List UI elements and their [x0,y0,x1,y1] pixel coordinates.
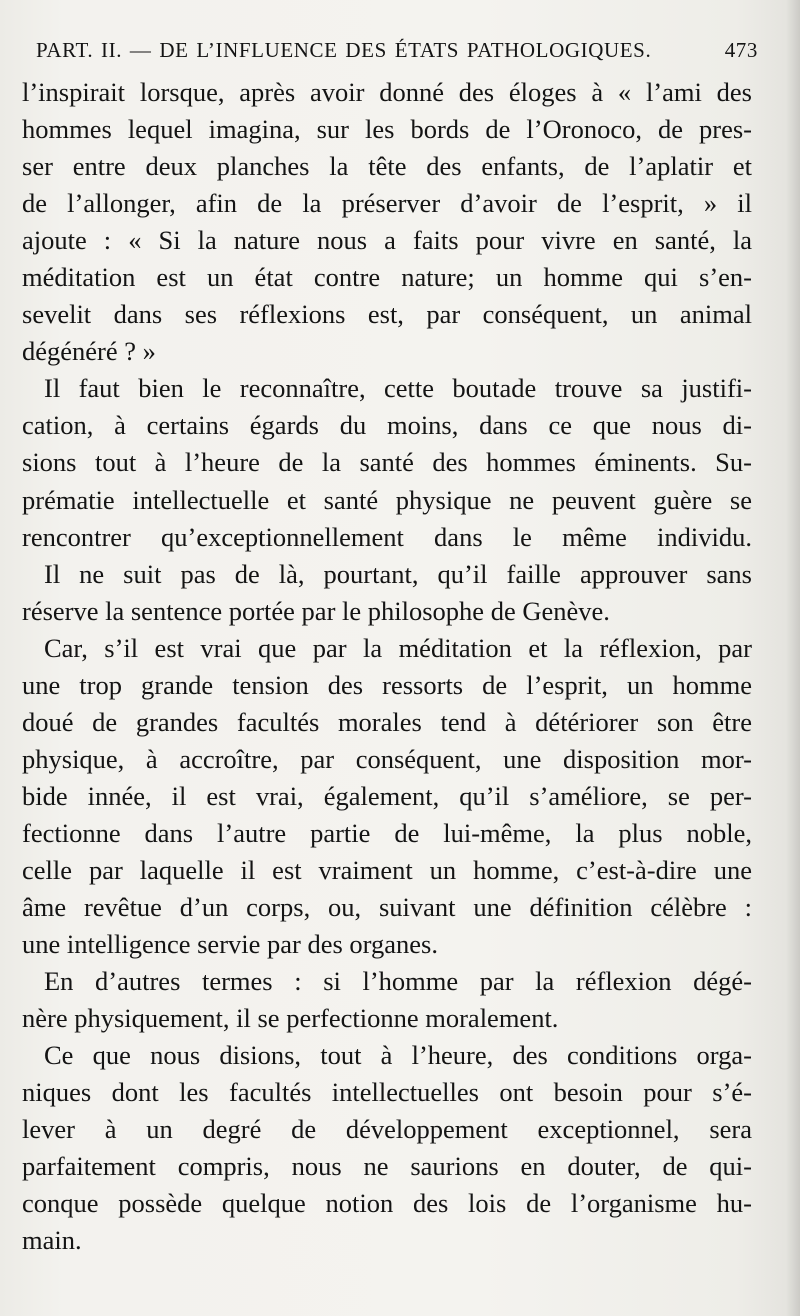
text-line: nère physiquement, il se perfectionne moralement. [22,1003,559,1034]
text-line: conque possède quelque notion des lois de l’organisme hu- [22,1188,752,1219]
text-line: main. [22,1225,82,1256]
text-line: fectionne dans l’autre partie de lui-même, la plus noble, [22,817,752,848]
text-line: cation, à certains égards du moins, dans ce que nous di- [22,410,752,441]
text-line: réserve la sentence portée par le philosophe de Genève. [22,595,610,626]
text-line: rencontrer qu’exceptionnellement dans le même individu. [22,521,752,552]
text-line: ajoute : « Si la nature nous a faits pour vivre en santé, la [22,225,752,256]
text-line: doué de grandes facultés morales tend à détériorer son être [22,706,752,737]
text-line: Il faut bien le reconnaître, cette boutade trouve sa justifi- [44,373,752,404]
text-line: de l’allonger, afin de la préserver d’avoir de l’esprit, » il [22,188,752,219]
text-line: bide innée, il est vrai, également, qu’il s’améliore, se per- [22,780,752,811]
text-line: dégénéré ? » [22,336,156,367]
text-line: Il ne suit pas de là, pourtant, qu’il faille approuver sans [44,558,752,589]
text-line: une trop grande tension des ressorts de l’esprit, un homme [22,669,752,700]
text-line: parfaitement compris, nous ne saurions en douter, de qui- [22,1151,752,1182]
text-line: hommes lequel imagina, sur les bords de l’Oronoco, de pres- [22,114,752,145]
text-line: âme revêtue d’un corps, ou, suivant une définition célèbre : [22,892,752,923]
text-line: Ce que nous disions, tout à l’heure, des conditions orga- [44,1040,752,1071]
text-line: lever à un degré de développement exceptionnel, sera [22,1114,752,1145]
running-header [36,38,758,62]
text-line: une intelligence servie par des organes. [22,929,438,960]
running-header-title: PART. II. — DE L’INFLUENCE DES ÉTATS PATHOLOGIQUES. [36,38,652,62]
text-line: physique, à accroître, par conséquent, une disposition mor- [22,743,752,774]
body-text [22,74,752,1260]
text-line: niques dont les facultés intellectuelles ont besoin pour s’é- [22,1077,752,1108]
text-line: méditation est un état contre nature; un homme qui s’en- [22,262,752,293]
page-edge-shadow [786,0,800,1316]
text-line: sevelit dans ses réflexions est, par conséquent, un animal [22,299,752,330]
text-line: celle par laquelle il est vraiment un homme, c’est-à-dire une [22,854,752,885]
text-line: ser entre deux planches la tête des enfants, de l’aplatir et [22,151,752,182]
text-line: l’inspirait lorsque, après avoir donné des éloges à « l’ami des [22,77,752,107]
text-line: En d’autres termes : si l’homme par la réflexion dégé- [44,966,752,997]
text-line: sions tout à l’heure de la santé des hommes éminents. Su- [22,447,752,478]
text-line: Car, s’il est vrai que par la méditation et la réflexion, par [44,632,752,663]
text-line: prématie intellectuelle et santé physique ne peuvent guère se [22,484,752,515]
page-number: 473 [724,38,758,62]
